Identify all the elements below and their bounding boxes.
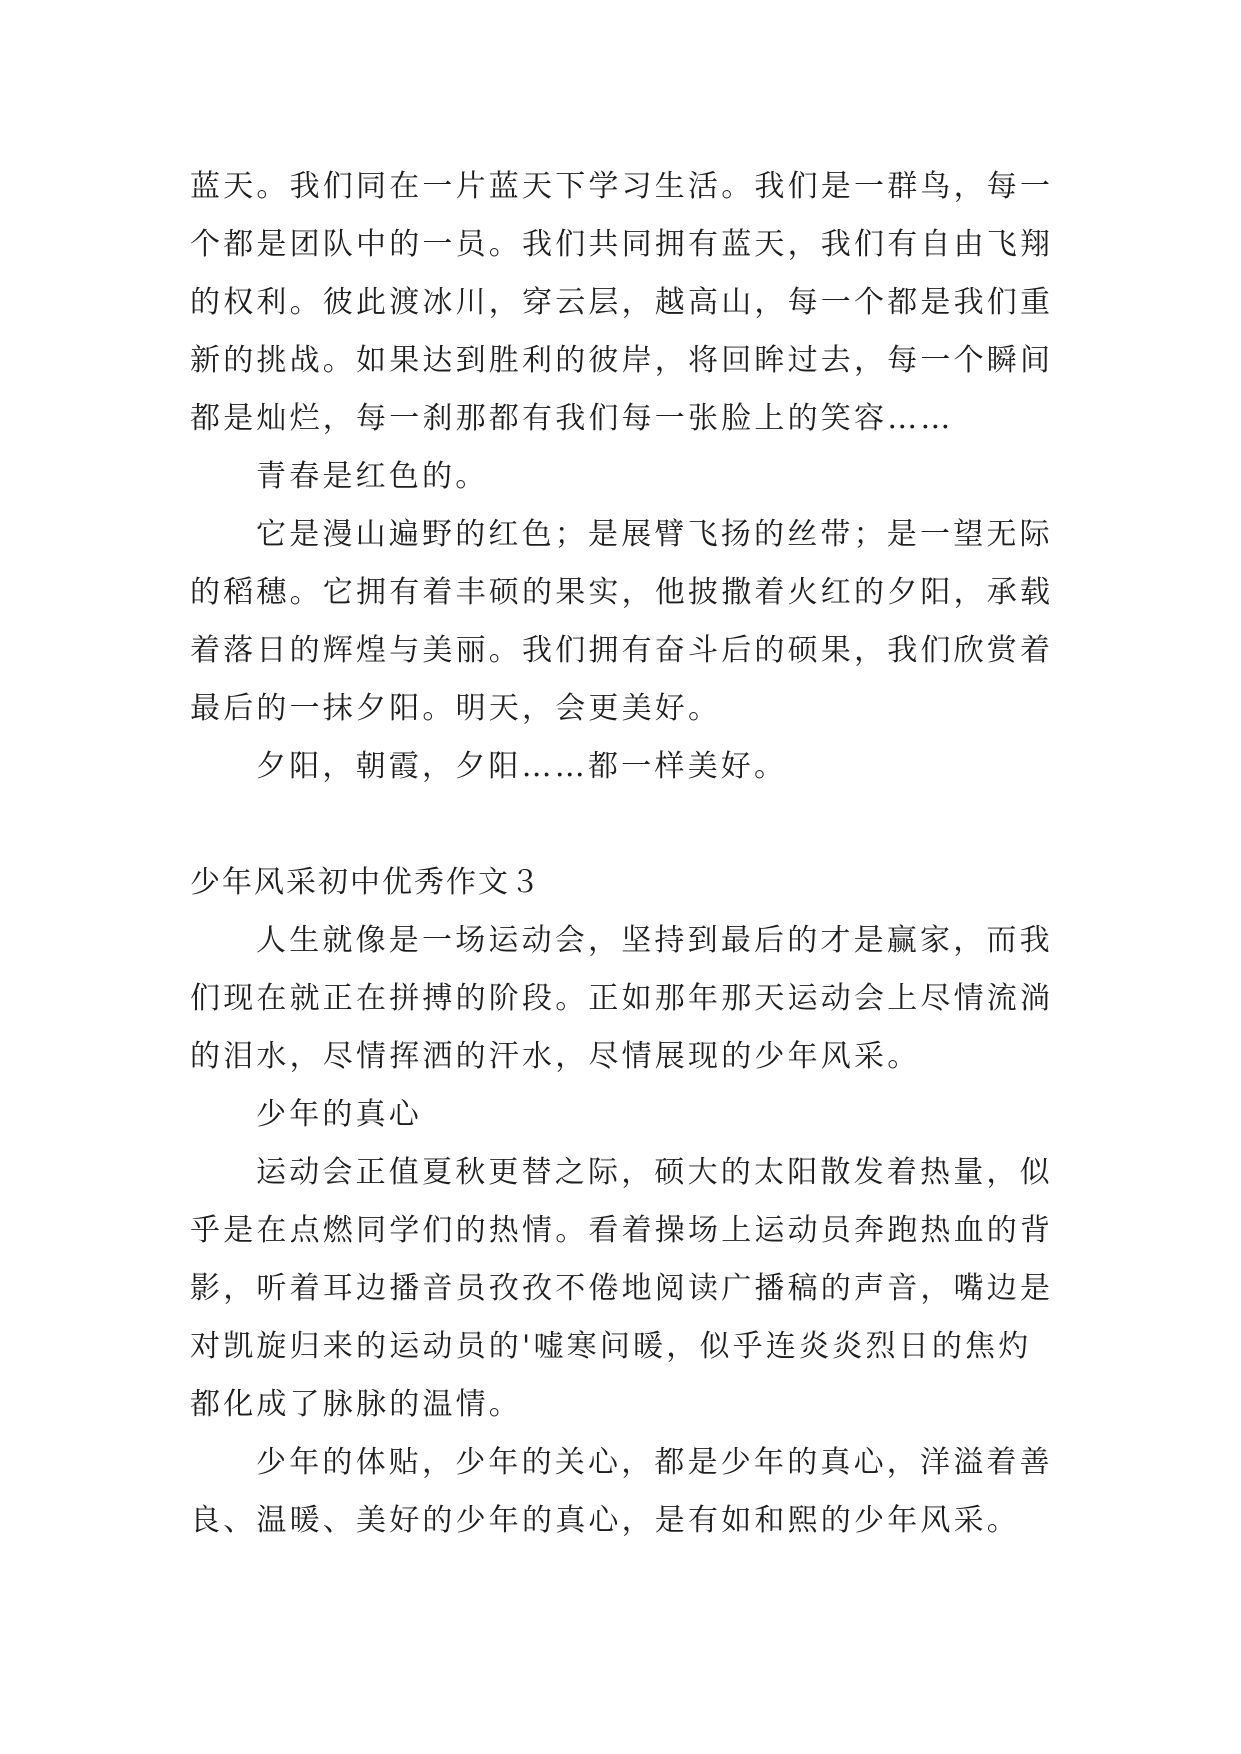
paragraph: 蓝天。我们同在一片蓝天下学习生活。我们是一群鸟，每一个都是团队中的一员。我们共同拥有蓝天，我们有自由飞翔的权利。彼此渡冰川，穿云层，越高山，每一个都是我们重新的挑战。如果达到胜利的彼岸，将回眸过去，每一个瞬间都是灿烂，每一刹那都有我们每一张脸上的笑容…… (190, 169, 1054, 436)
document-body (190, 158, 1056, 1550)
paragraph: 青春是红色的。 (256, 459, 489, 494)
paragraph: 它是漫山遍野的红色；是展臂飞扬的丝带；是一望无际的稻穗。它拥有着丰硕的果实，他披撒着火红的夕阳，承载着落日的辉煌与美丽。我们拥有奋斗后的硕果，我们欣赏着最后的一抹夕阳。明天，会更美好。 (190, 517, 1054, 726)
section-title: 少年风采初中优秀作文３ (190, 865, 542, 900)
paragraph: 少年的体贴，少年的关心，都是少年的真心，洋溢着善良、温暖、美好的少年的真心，是有如和熙的少年风采。 (190, 1445, 1053, 1538)
subheading: 少年的真心 (256, 1097, 422, 1132)
paragraph: 人生就像是一场运动会，坚持到最后的才是赢家，而我们现在就正在拼搏的阶段。正如那年那天运动会上尽情流淌的泪水，尽情挥洒的汗水，尽情展现的少年风采。 (190, 923, 1054, 1074)
paragraph: 运动会正值夏秋更替之际，硕大的太阳散发着热量，似乎是在点燃同学们的热情。看着操场上运动员奔跑热血的背影，听着耳边播音员孜孜不倦地阅读广播稿的声音，嘴边是对凯旋归来的运动员的'嘘寒问暖，似乎连炎炎烈日的焦灼都化成了脉脉的温情。 (190, 1155, 1054, 1422)
section-gap (190, 796, 1056, 854)
paragraph: 夕阳，朝霞，夕阳……都一样美好。 (256, 749, 788, 784)
